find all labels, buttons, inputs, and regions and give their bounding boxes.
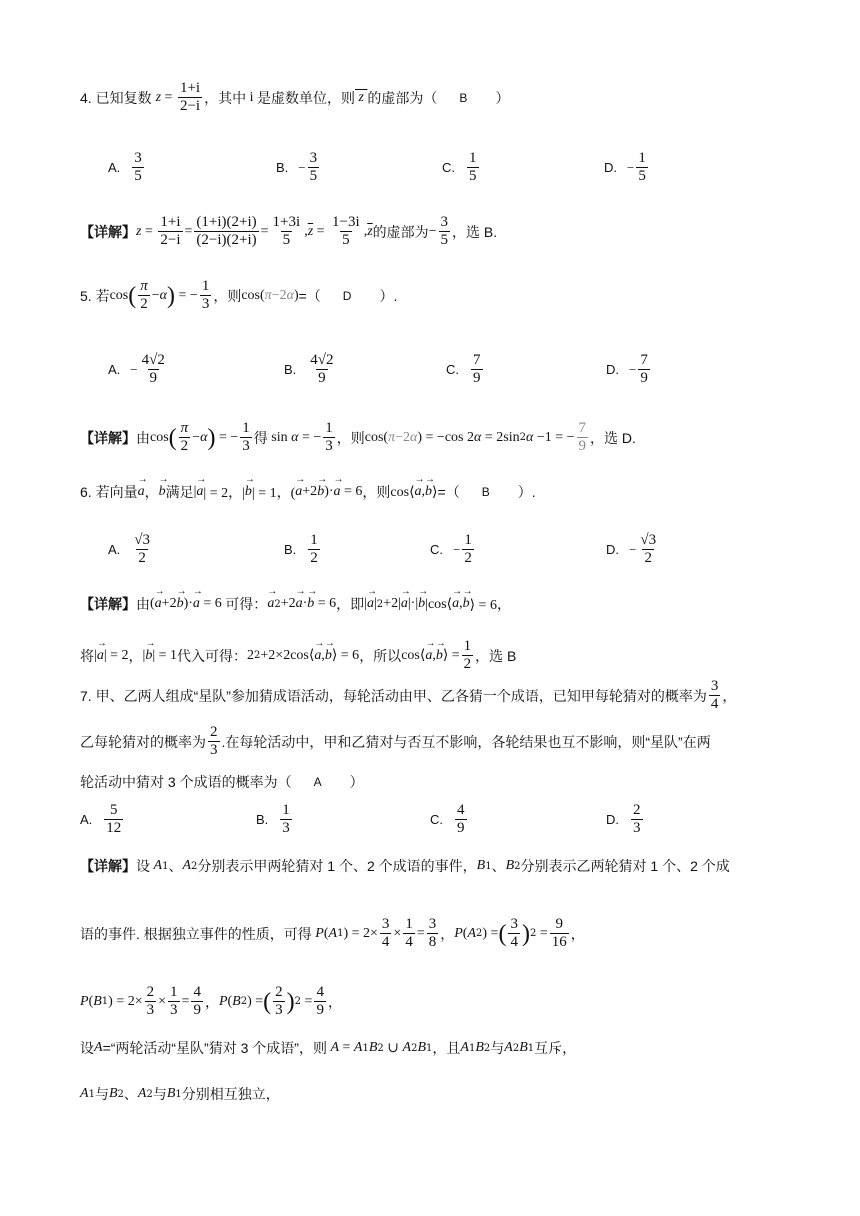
q5-detail: 【详解】 由 cos ( $\frac{\pi}{2}$ − α ) = − $\frac{1}{3}$ 得 sin α = − $\frac{1}{3}$ ，则 cos( π −2 α ) = −cos 2 α = 2sin 2 α −1 = − $\frac{7}{9}$ ，选 D. [80,420,636,455]
q6-answer: B [481,485,490,499]
q4-option-b: B. − $\frac{3}{5}$ [276,150,318,185]
q4-option-d: D. − $\frac{1}{5}$ [604,150,646,185]
q5-answer: D [342,288,352,303]
q6-option-a: A. $\frac{√3}{2}$ [108,532,151,567]
q6-stem: 6. 若向量 → a ， → b 满足 | → a | = 2，| → b | = 1，( → a +2 → b )· → a = 6 ，则 cos⟨ → a , → b ⟩ =（ B ）. [80,482,536,502]
q4-answer: B [459,90,468,105]
q5-option-a: A. − $\frac{4√2}{9}$ [108,352,165,387]
q7-stem-1: 7. 甲、乙两人组成“星队”参加猜成语活动，每轮活动由甲、乙各猜一个成语，已知甲每轮猜对的概率为 $\frac{3}{4}$ ， [80,678,737,713]
q6-option-b: B. $\frac{1}{2}$ [284,532,318,567]
q4-option-c: C. $\frac{1}{5}$ [442,150,477,185]
q5-stem: 5. 若 cos ( $\frac{\pi}{2}$ − α ) = − $\frac{1}{3}$ ，则 cos( π −2 α ) =（ D ）. [80,278,398,313]
q5-option-b: B. $\frac{4√2}{9}$ [284,352,334,387]
q7-detail-2: 语的事件. 根据独立事件的性质，可得 P ( A 1 ) = 2× $\frac{3}{4}$ × $\frac{1}{4}$ = $\frac{3}{8}$ ， P ( A 2 ) = ( $\frac{3}{4}$ ) 2 = $\frac{9}{16}$ ， [80,916,585,951]
q7-detail-5: A 1 与 B 2 、 A 2 与 B 1 分别相互独立， [80,1086,280,1102]
q7-answer: A [313,775,322,789]
q7-option-c: C. $\frac{4}{9}$ [430,802,465,837]
q7-option-a: A. $\frac{5}{12}$ [80,802,122,837]
q7-detail-4: 设 A =“两轮活动“星队”猜对 3 个成语”，则 A = A 1 B 2 ∪ A 2 B 1 ，且 A 1 B 2 与 A 2 B 1 互斥， [80,1040,577,1056]
q6-option-c: C. − $\frac{1}{2}$ [430,532,472,567]
q7-detail-3: P ( B 1 ) = 2× $\frac{2}{3}$ × $\frac{1}{3}$ = $\frac{4}{9}$ ， P ( B 2 ) = ( $\frac{2}{3}$ ) 2 = $\frac{4}{9}$ ， [80,984,342,1019]
q7-detail-1: 【详解】 设 A 1 、 A 2 分别表示甲两轮猜对 1 个、2 个成语的事件， B 1 、 B 2 分别表示乙两轮猜对 1 个、2 个成 [80,858,730,874]
q4-option-a: A. $\frac{3}{5}$ [108,150,142,185]
q7-option-d: D. $\frac{2}{3}$ [606,802,641,837]
q5-option-d: D. − $\frac{7}{9}$ [606,352,648,387]
q6-detail-1: 【详解】 由 ( → a +2 → b )· → a = 6 可得： → a 2 +2 → a · → b = 6 ，即 | → a | 2 +2| → a |·| → b |cos⟨ → a , → b ⟩ = 6， [80,594,511,614]
q4-detail: 【详解】 z = $\frac{1+i}{2-i}$ = $\frac{(1+i)(2+i)}{(2-i)(2+i)}$ = $\frac{1+3i}{5}$ , $\overline{z}$ = $\frac{1-3i}{5}$ , $\overline{z}$ 的虚部为 − $\frac{3}{5}$ ，选 B. [80,214,498,249]
q7-stem-2: 乙每轮猜对的概率为 $\frac{2}{3}$ .在每轮活动中，甲和乙猜对与否互不影响，各轮结果也互不影响，则“星队”在两 [80,724,711,759]
q4-stem: 4. 已知复数 z = $\frac{1+i}{2-i}$ ，其中 i 是虚数单位，则 z 的虚部为（ B ） [80,80,510,115]
q7-stem-3: 轮活动中猜对 3 个成语的概率为（ A ） [80,774,364,790]
q7-option-b: B. $\frac{1}{3}$ [256,802,290,837]
q6-detail-2: 将 | → a | = 2 ， | → b | = 1 代入可得： 2 2 +2×2cos⟨ → a , → b ⟩ = 6 ，所以 cos⟨ → a , → b ⟩ = $\frac{1}{2}$ ，选 B [80,638,516,674]
q4-stem-text: 4. 已知复数 [80,89,152,106]
q5-option-c: C. $\frac{7}{9}$ [446,352,481,387]
q6-option-d: D. − $\frac{√3}{2}$ [606,532,657,567]
